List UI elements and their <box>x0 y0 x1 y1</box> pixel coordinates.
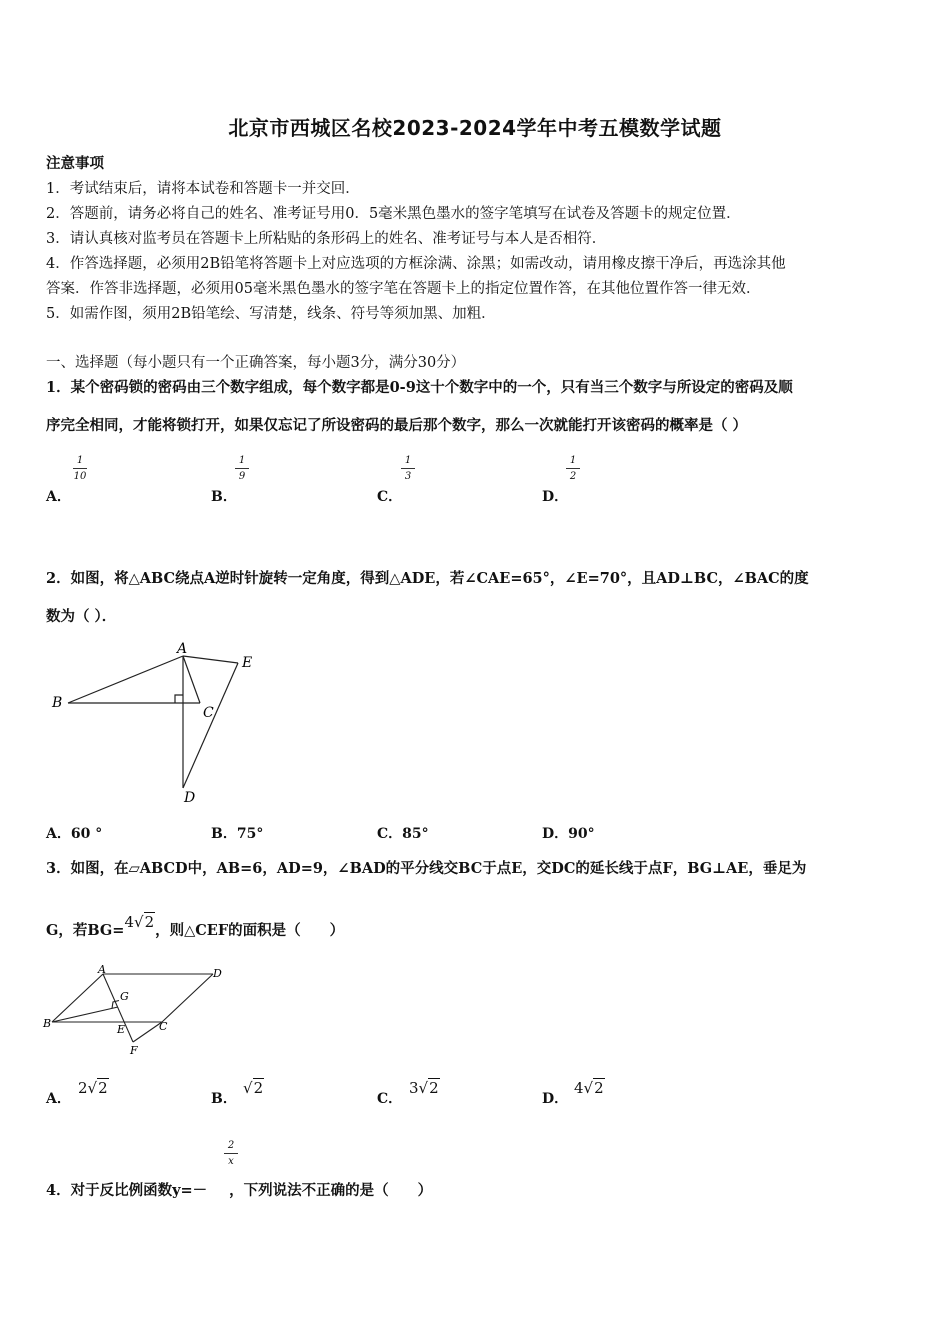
q2-option-c: C．85° <box>377 826 429 842</box>
fig3-label-d: D <box>213 967 222 980</box>
note-item: 1．考试结束后，请将本试卷和答题卡一并交回． <box>46 181 360 197</box>
question-1-line-1: 1．某个密码锁的密码由三个数字组成，每个数字都是0-9这十个数字中的一个，只有当三个数字与所设定的密码及顺 <box>46 379 793 396</box>
fig3-label-c: C <box>159 1020 168 1033</box>
fig2-label-c: C <box>203 705 214 721</box>
q1-option-d-label: D． <box>542 489 569 505</box>
q2-option-a: A．60 ° <box>46 826 103 842</box>
fig3-label-f: F <box>130 1044 138 1057</box>
q1-option-a-label: A． <box>46 489 71 505</box>
q2-triangle-figure <box>40 638 270 810</box>
question-3-line-2: G，若BG=4√2，则△CEF的面积是（ ） <box>46 913 345 939</box>
fig3-label-a: A <box>98 963 106 976</box>
q3-option-d-label: D． <box>542 1091 569 1107</box>
notes-heading: 注意事项 <box>46 155 104 172</box>
fig3-label-g: G <box>120 990 129 1003</box>
note-item: 3．请认真核对监考员在答题卡上所粘贴的条形码上的姓名、准考证号与本人是否相符． <box>46 231 607 247</box>
q1-option-b-label: B． <box>211 489 237 505</box>
page-title: 北京市西城区名校2023-2024学年中考五模数学试题 <box>228 116 722 140</box>
question-3-line-1: 3．如图，在▱ABCD中，AB=6，AD=9，∠BAD的平分线交BC于点E，交DC的延长线于点F，BG⊥AE，垂足为 <box>46 860 807 877</box>
fig2-label-e: E <box>242 655 253 671</box>
q1-option-c-fraction: 1 3 <box>401 455 415 482</box>
q1-option-c-label: C． <box>377 489 403 505</box>
note-item: 2．答题前，请务必将自己的姓名、准考证号用0．5毫米黑色墨水的签字笔填写在试卷及答题卡的规定位置． <box>46 206 741 222</box>
q3-option-d-value: 4√2 <box>574 1079 604 1097</box>
q3-option-b-label: B． <box>211 1091 237 1107</box>
fig2-label-a: A <box>177 641 188 657</box>
fig2-label-b: B <box>52 695 63 711</box>
q1-option-a-fraction: 1 10 <box>73 455 87 482</box>
q1-option-d-fraction: 1 2 <box>566 455 580 482</box>
q3-parallelogram-figure <box>40 962 240 1062</box>
fig3-label-b: B <box>43 1017 52 1030</box>
q2-option-b: B．75° <box>211 826 264 842</box>
note-item: 答案．作答非选择题，必须用05毫米黑色墨水的签字笔在答题卡上的指定位置作答，在其他位置作答一律无效． <box>46 281 761 297</box>
q3-option-a-label: A． <box>46 1091 71 1107</box>
q3-option-b-value: √2 <box>243 1079 264 1097</box>
q3-option-c-value: 3√2 <box>409 1079 439 1097</box>
note-item: 5．如需作图，须用2B铅笔绘、写清楚，线条、符号等须加黑、加粗． <box>46 306 496 322</box>
question-2-line-1: 2．如图，将△ABC绕点A逆时针旋转一定角度，得到△ADE，若∠CAE=65°，∠E=70°，且AD⊥BC，∠BAC的度 <box>46 570 809 587</box>
q2-option-d: D．90° <box>542 826 595 842</box>
section-heading: 一、选择题（每小题只有一个正确答案，每小题3分，满分30分） <box>46 355 466 371</box>
bg-value-expression: 4√2 <box>124 913 155 931</box>
fig3-label-e: E <box>117 1023 126 1036</box>
q4-fraction: 2 x <box>224 1140 238 1167</box>
q1-option-b-fraction: 1 9 <box>235 455 249 482</box>
q3-option-a-value: 2√2 <box>78 1079 108 1097</box>
question-1-line-2: 序完全相同，才能将锁打开，如果仅忘记了所设密码的最后那个数字，那么一次就能打开该密码的概率是（ ） <box>46 417 748 434</box>
question-2-line-2: 数为（ ）． <box>46 608 117 625</box>
fig2-label-d: D <box>184 790 196 806</box>
note-item: 4．作答选择题，必须用2B铅笔将答题卡上对应选项的方框涂满、涂黑；如需改动，请用橡皮擦干净后，再选涂其他 <box>46 256 786 272</box>
q3-option-c-label: C． <box>377 1091 403 1107</box>
question-4-line: 4．对于反比例函数y=－ ，下列说法不正确的是（ ） <box>46 1182 433 1199</box>
